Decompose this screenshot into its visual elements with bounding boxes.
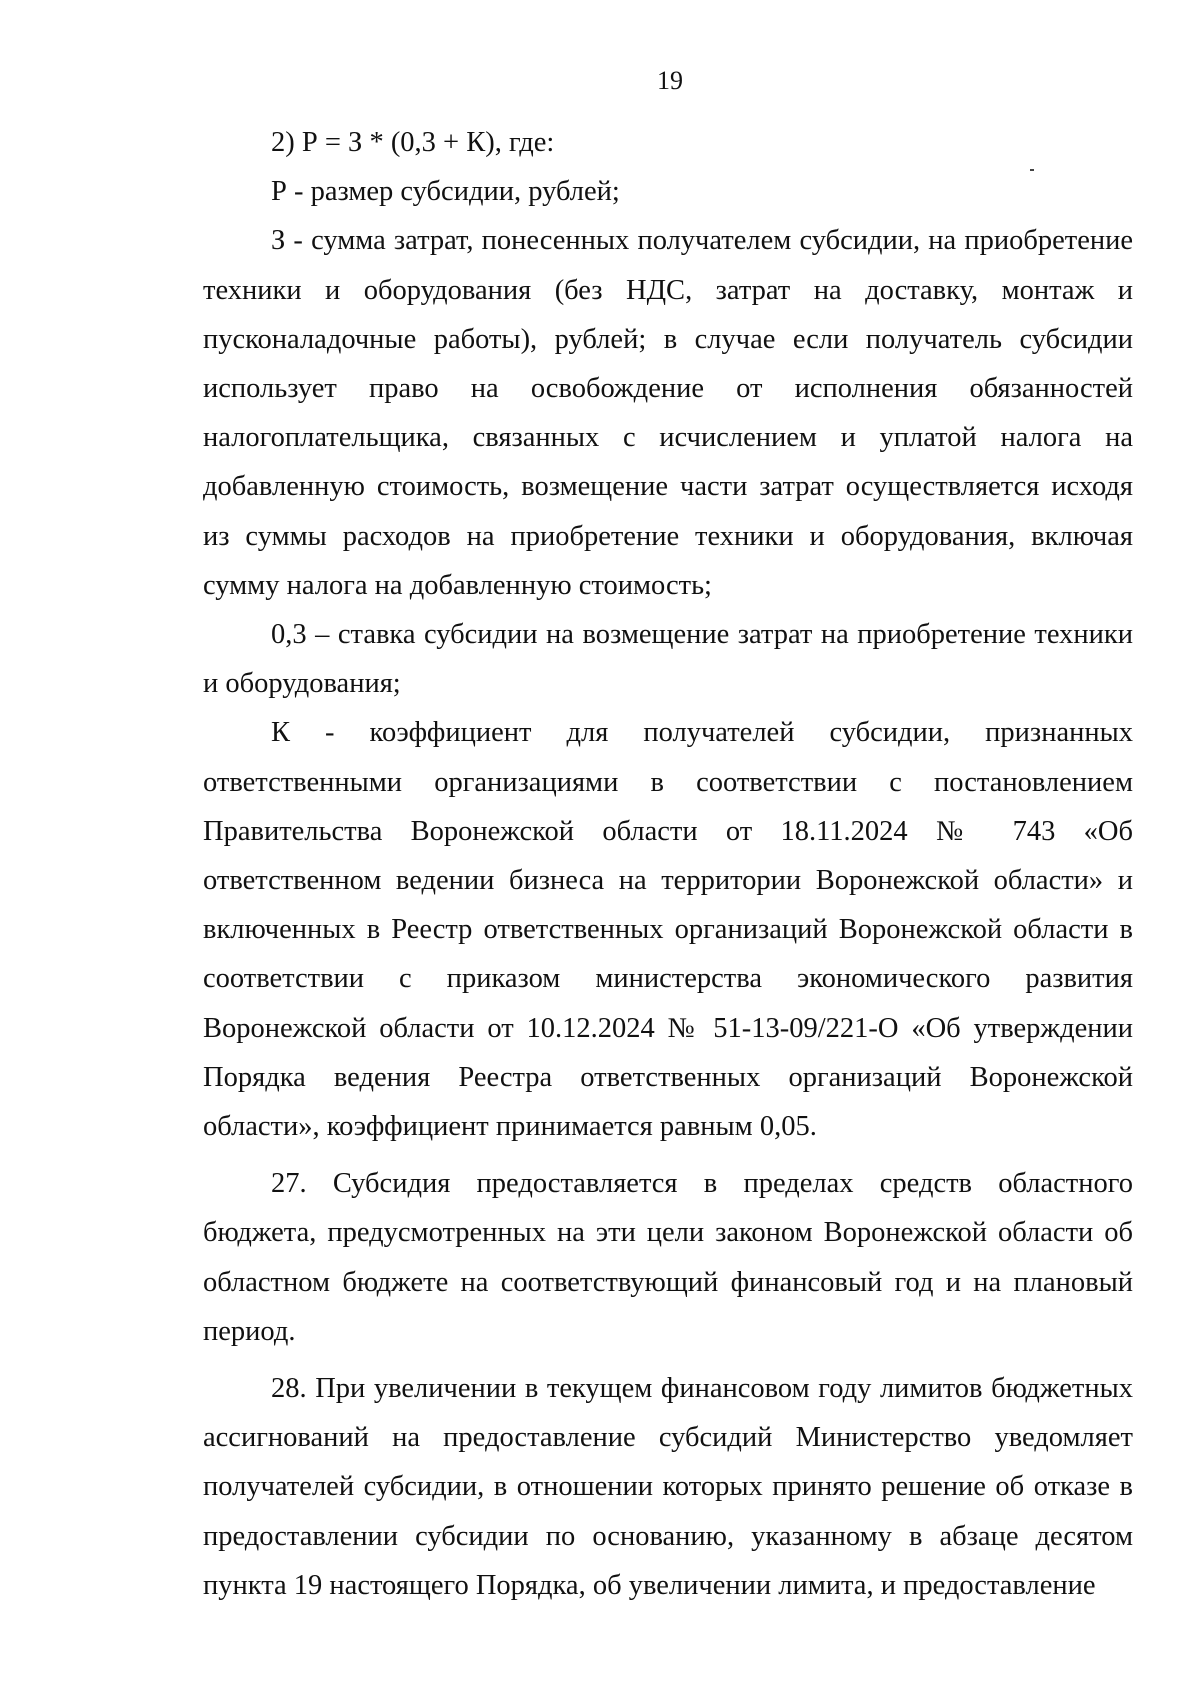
page-number: 19 <box>657 66 683 95</box>
definition-k: К - коэффициент для получателей субсидии, признанных ответственными организациями в соответствии с постановлением Правительства Воронежской области от 18.11.2024 № 743 «Об ответственном ведении бизнеса на территории Воронежской области» и включенных в Реестр ответственных организаций Воронежской области в соответствии с приказом министерства экономического развития Воронежской области от 10.12.2024 № 51-13-09/221-О «Об утверждении Порядка ведения Реестра ответственных организаций Воронежской области», коэффициент принимается равным 0,05. <box>203 717 1133 1143</box>
clause-28: 28. При увеличении в текущем финансовом году лимитов бюджетных ассигнований на предоставление субсидий Министерство уведомляет получателей субсидии, в отношении которых принято решение об отказе в предоставлении субсидии по основанию, указанному в абзаце десятом пункта 19 настоящего Порядка, об увеличении лимита, и предоставление <box>203 1373 1133 1601</box>
definition-p: Р - размер субсидии, рублей; <box>271 176 620 208</box>
formula-line: 2) Р = З * (0,3 + К), где: <box>271 127 555 158</box>
definition-z: З - сумма затрат, понесенных получателем субсидии, на приобретение техники и оборудования (без НДС, затрат на доставку, монтаж и пусконаладочные работы), рублей; в случае если получатель субсидии использует право на освобождение от исполнения обязанностей налогоплательщика, связанных с исчислением и уплатой налога на добавленную стоимость, возмещение части затрат осуществляется исходя из суммы расходов на приобретение техники и оборудования, включая сумму налога на добавленную стоимость; <box>203 225 1133 601</box>
clause-27: 27. Субсидия предоставляется в пределах средств областного бюджета, предусмотренных на эти цели законом Воронежской области об областном бюджете на соответствующий финансовый год и на плановый период. <box>203 1168 1133 1347</box>
definition-rate: 0,3 – ставка субсидии на возмещение затрат на приобретение техники и оборудования; <box>203 619 1133 700</box>
document-body <box>203 118 1133 1610</box>
